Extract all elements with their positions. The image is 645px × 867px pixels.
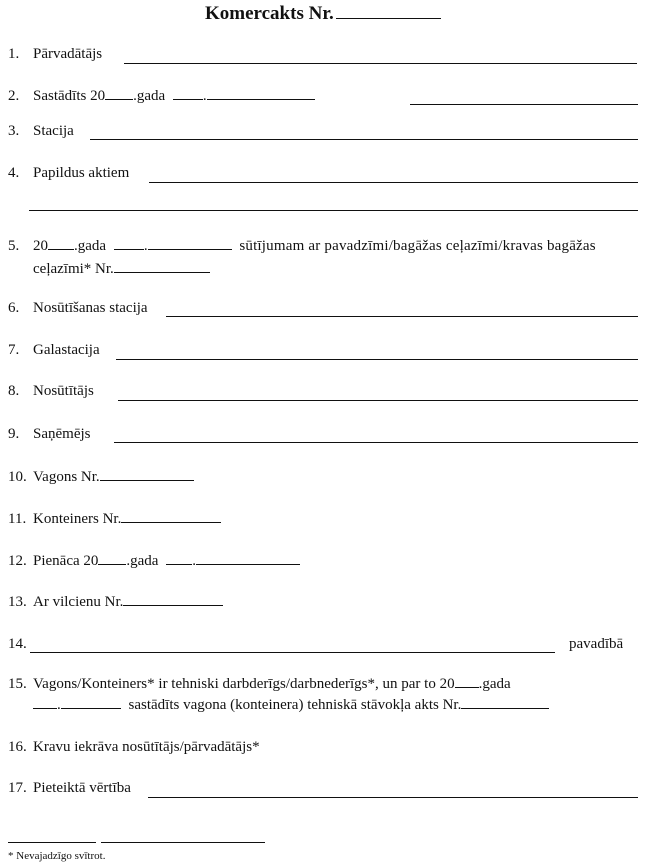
waybill-number-blank[interactable] <box>114 259 210 273</box>
item-drawn-up-text <box>33 86 315 106</box>
item-receiver <box>0 424 645 444</box>
declared-value-fill-line[interactable] <box>148 797 638 798</box>
item-drawn-up <box>0 86 645 106</box>
year-blank[interactable] <box>98 551 126 565</box>
item-shipment-line2 <box>0 259 645 279</box>
footnote: * Nevajadzīgo svītrot. <box>8 850 106 862</box>
item-escort <box>0 634 645 654</box>
item-container <box>0 509 645 529</box>
year-blank[interactable] <box>105 86 133 100</box>
condition-act-number-blank[interactable] <box>461 695 549 709</box>
item-number: 17. <box>8 780 27 796</box>
item-label: Saņēmējs <box>33 426 91 442</box>
item-train <box>0 592 645 612</box>
gada-label: .gada <box>126 553 159 569</box>
dot-label: . <box>192 553 196 569</box>
form-title <box>205 2 441 25</box>
gada-label: .gada <box>478 676 511 692</box>
item-label: Stacija <box>33 123 74 139</box>
item-container-text <box>33 509 221 529</box>
footnote-separator-left <box>8 842 96 843</box>
gada-label: .gada <box>133 88 166 104</box>
item-number: 5. <box>8 238 20 254</box>
item-loaded-by <box>0 737 645 757</box>
month-blank[interactable] <box>61 695 121 709</box>
item-number: 2. <box>8 88 20 104</box>
day-blank[interactable] <box>114 236 144 250</box>
item-destination-station <box>0 340 645 360</box>
condition-act-label: sastādīts vagona (konteinera) tehniskā stāvokļa akts Nr. <box>128 697 462 713</box>
day-blank[interactable] <box>166 551 192 565</box>
month-blank[interactable] <box>196 551 300 565</box>
item-wagon <box>0 467 645 487</box>
month-blank[interactable] <box>148 236 232 250</box>
item-number: 9. <box>8 426 20 442</box>
destination-station-fill-line[interactable] <box>116 359 638 360</box>
item-label: Konteiners Nr. <box>33 511 122 527</box>
item-label: Vagons/Konteiners* ir tehniski darbderīgs/darbnederīgs*, un par to 20 <box>33 676 455 692</box>
day-blank[interactable] <box>33 695 57 709</box>
item-shipment-line2-text <box>33 259 210 279</box>
item-label: Sastādīts 20 <box>33 88 106 104</box>
day-blank[interactable] <box>173 86 203 100</box>
gada-label: .gada <box>74 238 107 254</box>
item-number: 11. <box>8 511 27 527</box>
item-number: 14. <box>8 636 27 652</box>
item-number: 7. <box>8 342 20 358</box>
departure-station-fill-line[interactable] <box>166 316 638 317</box>
item-wagon-condition-text <box>33 674 511 694</box>
item-wagon-condition <box>0 674 645 694</box>
waybill-number-label: ceļazīmi* Nr. <box>33 261 114 277</box>
carrier-fill-line[interactable] <box>124 63 637 64</box>
escort-fill-line[interactable] <box>30 652 555 653</box>
item-label: Ar vilcienu Nr. <box>33 594 124 610</box>
item-number: 10. <box>8 469 27 485</box>
item-arrived <box>0 551 645 571</box>
train-number-blank[interactable] <box>123 592 223 606</box>
item-label: Pienāca 20 <box>33 553 99 569</box>
receiver-fill-line[interactable] <box>114 442 638 443</box>
item-arrived-text <box>33 551 300 571</box>
item-shipment <box>0 236 645 256</box>
station-fill-line[interactable] <box>90 139 638 140</box>
item-number: 16. <box>8 739 27 755</box>
item-train-text <box>33 592 223 612</box>
item-label: Galastacija <box>33 342 100 358</box>
item-label: 20 <box>33 238 48 254</box>
item-number: 1. <box>8 46 20 62</box>
item-number: 8. <box>8 383 20 399</box>
item-carrier <box>0 44 645 64</box>
shipment-description: sūtījumam ar pavadzīmi/bagāžas ceļazīmi/kravas bagāžas <box>239 238 596 254</box>
form-title-text: Komercakts Nr. <box>205 3 334 24</box>
sender-fill-line[interactable] <box>118 400 638 401</box>
item-number: 6. <box>8 300 20 316</box>
month-blank[interactable] <box>207 86 315 100</box>
container-number-blank[interactable] <box>121 509 221 523</box>
item-label: Nosūtītājs <box>33 383 94 399</box>
escort-suffix: pavadībā <box>569 636 624 652</box>
item-wagon-condition-line2 <box>0 695 645 715</box>
item-label: Vagons Nr. <box>33 469 100 485</box>
item-number: 13. <box>8 594 27 610</box>
item-station <box>0 121 645 141</box>
item-number: 15. <box>8 676 27 692</box>
item-label: Pārvadātājs <box>33 46 103 62</box>
dot-label: . <box>202 88 207 104</box>
item-wagon-text <box>33 467 194 487</box>
item-number: 12. <box>8 553 27 569</box>
item-number: 3. <box>8 123 20 139</box>
footnote-separator-right <box>101 842 265 843</box>
item-declared-value <box>0 778 645 798</box>
year-blank[interactable] <box>455 674 479 688</box>
item-wagon-condition-line2-text <box>33 695 549 715</box>
drawn-up-extra-line[interactable] <box>410 104 638 105</box>
wagon-number-blank[interactable] <box>100 467 194 481</box>
item-label: Kravu iekrāva nosūtītājs/pārvadātājs* <box>33 739 260 755</box>
item-label: Pieteiktā vērtība <box>33 780 131 796</box>
item-label: Papildus aktiem <box>33 165 130 181</box>
dot-label: . <box>143 238 148 254</box>
item-departure-station <box>0 298 645 318</box>
dot-label: . <box>57 697 61 713</box>
additional-fill-line-2[interactable] <box>29 210 638 211</box>
additional-fill-line[interactable] <box>149 182 638 183</box>
item-additional <box>0 163 645 183</box>
item-label: Nosūtīšanas stacija <box>33 300 148 316</box>
item-sender <box>0 381 645 401</box>
year-blank[interactable] <box>48 236 74 250</box>
act-number-blank[interactable] <box>336 2 441 19</box>
item-number: 4. <box>8 165 20 181</box>
item-shipment-text <box>33 236 596 256</box>
